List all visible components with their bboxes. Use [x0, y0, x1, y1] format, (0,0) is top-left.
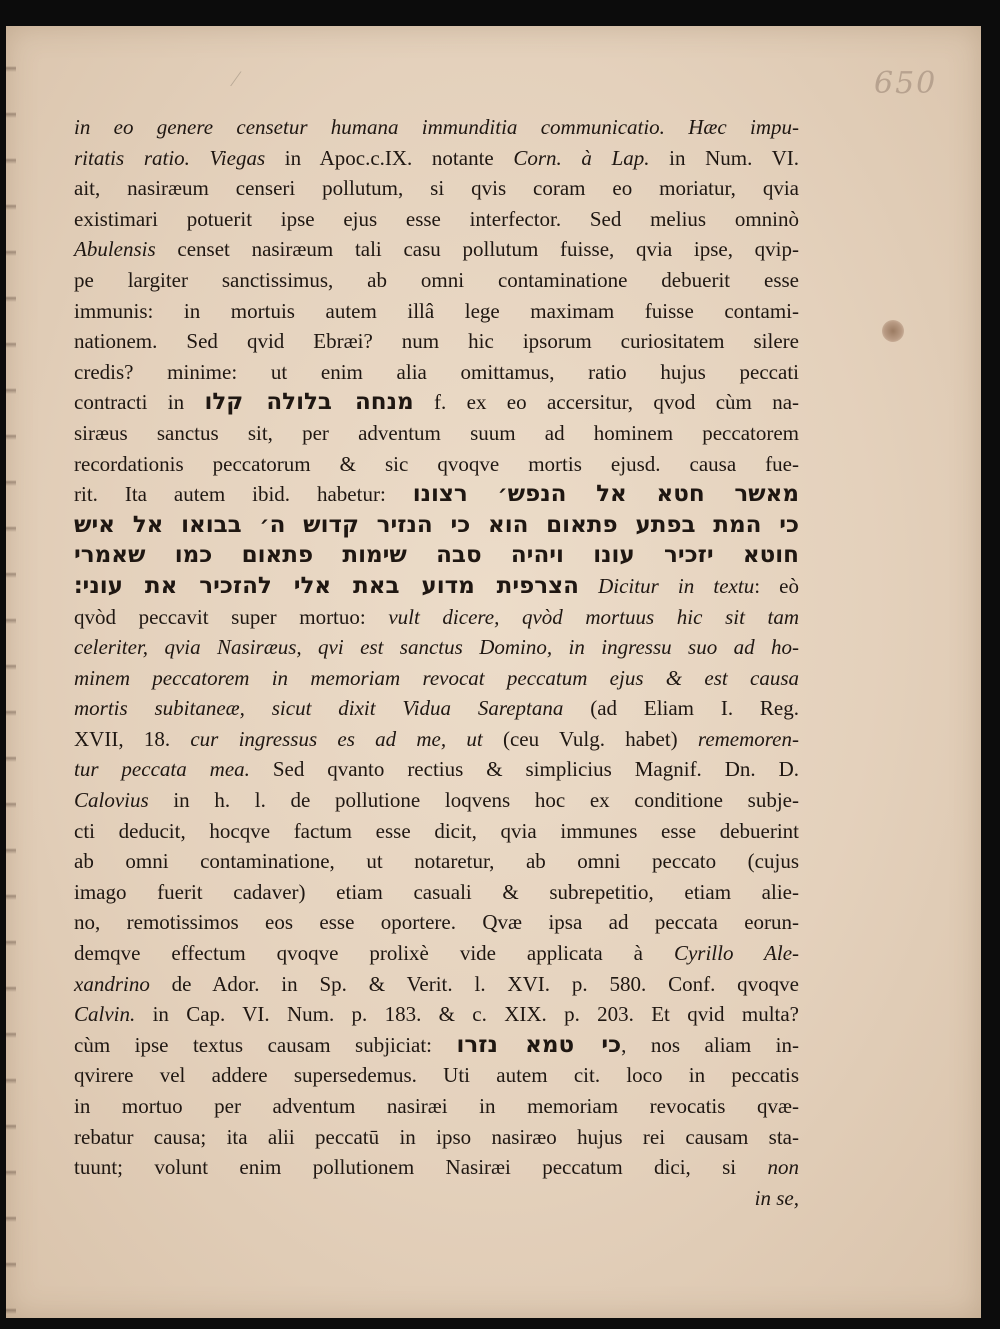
text-span: qvirere vel addere supersedemus. Uti autem cit. loco in peccatis: [74, 1063, 799, 1088]
italic-text: Abulensis: [74, 237, 156, 262]
text-span: censet nasiræum tali casu pollutum fuisse, qvia ipse, qvip-: [155, 237, 799, 262]
italic-text: cur ingressus es ad me, ut: [190, 726, 483, 751]
text-span: pe largiter sanctissimus, ab omni contaminatione debuerit esse: [74, 267, 799, 292]
text-line: [74, 1122, 799, 1153]
hebrew-text: כי טמא נזרו: [456, 1031, 622, 1058]
text-line: [74, 265, 799, 296]
page-number: 650: [874, 66, 938, 101]
text-span: (ceu Vulg. habet): [482, 726, 698, 751]
text-line: [74, 938, 799, 969]
text-span: immunis: in mortuis autem illâ lege maximam fuisse contami-: [74, 298, 799, 323]
italic-text: rememoren-: [697, 726, 799, 751]
text-line: [74, 112, 799, 143]
text-span: recordationis peccatorum & sic qvoqve mortis ejusd. causa fue-: [74, 451, 799, 476]
text-span: rit. Ita autem ibid. habetur:: [74, 482, 413, 507]
text-span: no, remotissimos eos esse oportere. Qvæ ipsa ad peccata eorun-: [74, 910, 799, 935]
text-span: nationem. Sed qvid Ebræi? num hic ipsorum curiositatem silere: [74, 329, 799, 354]
text-line: [74, 357, 799, 388]
text-span: qvòd peccavit super mortuo:: [74, 604, 389, 629]
text-line: [74, 143, 799, 174]
text-line: [74, 540, 799, 571]
text-span: in Num. VI.: [649, 145, 800, 170]
italic-text: Calovius: [74, 788, 149, 813]
hebrew-text: מנחה בלולה קלו: [204, 389, 414, 416]
text-span: tuunt; volunt enim pollutionem Nasiræi peccatum dici, si: [74, 1155, 768, 1180]
text-span: siræus sanctus sit, per adventum suum ad hominem peccatorem: [74, 420, 799, 445]
text-span: contracti in: [74, 390, 205, 415]
text-block: [74, 112, 799, 1213]
text-line: [74, 296, 799, 327]
text-span: : eò: [754, 573, 800, 598]
text-line: [74, 877, 799, 908]
text-span: f. ex eo accersitur, qvod cùm na-: [413, 390, 800, 415]
text-span: cti deducit, hocqve factum esse dicit, qvia immunes esse debuerint: [74, 818, 799, 843]
text-span: existimari potuerit ipse ejus esse interfector. Sed melius omninò: [74, 206, 799, 231]
text-span: ab omni contaminatione, ut notaretur, ab omni peccato (cujus: [74, 849, 799, 874]
text-line: [74, 1060, 799, 1091]
text-line: [74, 785, 799, 816]
text-span: demqve effectum qvoqve prolixè vide applicata à: [74, 941, 674, 966]
italic-text: Corn. à Lap.: [513, 145, 650, 170]
hebrew-text: הצרפית מדוע באת אלי להזכיר את עוני׃: [74, 572, 579, 599]
italic-text: minem peccatorem in memoriam revocat peccatum ejus & est causa: [74, 665, 799, 690]
italic-text: in eo genere censetur humana immunditia communicatio. Hæc impu-: [74, 115, 799, 139]
hebrew-text: חוטא יזכיר עונו ויהיה סבה שימות פתאום כמו שאמרי: [74, 542, 799, 569]
text-span: ait, nasiræum censeri pollutum, si qvis coram eo moriatur, qvia: [74, 176, 799, 201]
italic-text: celeriter, qvia Nasiræus, qvi est sanctus Domino, in ingressu suo ad ho-: [74, 635, 799, 660]
italic-text: Cyrillo Ale-: [673, 941, 800, 966]
text-span: credis? minime: ut enim alia omittamus, ratio hujus peccati: [74, 359, 799, 384]
text-line: [74, 663, 799, 694]
text-line: [74, 1152, 799, 1183]
pencil-mark: ⁄: [234, 66, 238, 91]
text-span: (ad Eliam I. Reg.: [563, 696, 799, 721]
text-line: [74, 387, 799, 418]
text-line: [74, 816, 799, 847]
ink-stain: [882, 320, 904, 342]
text-line: [74, 969, 799, 1000]
italic-text: Calvin.: [74, 1002, 136, 1027]
text-line: [74, 479, 799, 510]
text-line: [74, 693, 799, 724]
text-line: [74, 724, 799, 755]
text-span: in Apoc.c.IX. notante: [265, 145, 514, 170]
text-line: [74, 449, 799, 480]
text-span: cùm ipse textus causam subjiciat:: [74, 1032, 457, 1057]
text-line: [74, 510, 799, 541]
italic-text: non: [767, 1155, 799, 1180]
italic-text: vult dicere, qvòd mortuus hic sit tam: [388, 604, 800, 629]
text-line: [74, 204, 799, 235]
text-line: [74, 173, 799, 204]
text-span: in mortuo per adventum nasiræi in memoriam revocatis qvæ-: [74, 1094, 799, 1118]
hebrew-text: מאשר חטא אל הנפש׳ רצונו: [412, 481, 799, 508]
text-line: [74, 418, 799, 449]
text-line: [74, 907, 799, 938]
text-span: imago fuerit cadaver) etiam casuali & subrepetitio, etiam alie-: [74, 879, 799, 904]
text-line: [74, 632, 799, 663]
text-line: [74, 999, 799, 1030]
text-line: [74, 1091, 799, 1122]
italic-text: tur peccata mea.: [74, 757, 250, 782]
text-line: [74, 846, 799, 877]
italic-text: xandrino: [74, 971, 150, 996]
text-span: XVII, 18.: [74, 726, 191, 751]
text-line: [74, 571, 799, 602]
text-span: Sed qvanto rectius & simplicius Magnif. Dn. D.: [249, 757, 799, 782]
italic-text: mortis subitaneæ, sicut dixit Vidua Sareptana: [74, 696, 564, 721]
text-span: rebatur causa; ita alii peccatū in ipso nasiræo hujus rei causam sta-: [74, 1124, 799, 1149]
text-line: [74, 602, 799, 633]
italic-text: in se,: [754, 1185, 799, 1210]
text-line: [74, 1030, 799, 1061]
text-span: , nos aliam in-: [621, 1032, 799, 1057]
text-span: in Cap. VI. Num. p. 183. & c. XIX. p. 203. Et qvid multa?: [135, 1002, 799, 1027]
text-line: [74, 234, 799, 265]
hebrew-text: כי המת בפתע פתאום הוא כי הנזיר קדוש ה׳ בבואו אל איש: [74, 511, 799, 538]
italic-text: Dicitur in textu: [578, 573, 755, 598]
binding-shadow: [6, 26, 16, 1318]
text-line: [74, 1183, 799, 1214]
text-span: de Ador. in Sp. & Verit. l. XVI. p. 580. Conf. qvoqve: [149, 971, 799, 996]
text-line: [74, 754, 799, 785]
text-line: [74, 326, 799, 357]
italic-text: ritatis ratio. Viegas: [74, 145, 266, 170]
text-span: in h. l. de pollutione loqvens hoc ex conditione subje-: [148, 788, 799, 813]
book-page: [6, 26, 981, 1318]
